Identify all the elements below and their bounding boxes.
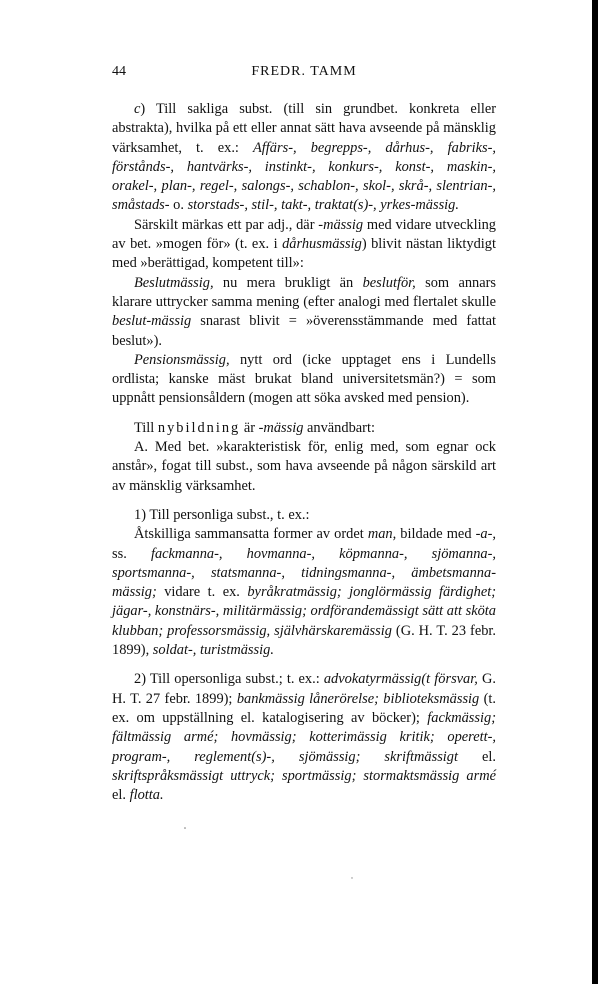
- italic-run: dårhusmässig: [282, 236, 362, 253]
- text-run: nu mera brukligt än: [213, 274, 363, 291]
- italic-run: advokatyrmässig(t försvar,: [323, 671, 478, 688]
- text-run: Till: [134, 419, 158, 436]
- text-run: Åtskilliga sammansatta former av ordet: [134, 526, 368, 543]
- text-run: snarast blivit = »överensstämmande med fattat beslut»).: [112, 313, 496, 349]
- italic-run: bankmässig lånerörelse; biblioteksmässig: [236, 690, 480, 707]
- text-run: ) Till sakliga subst. (till sin grundbet. konkreta eller abstrakta), hvilka på ett eller annat sätt hava avseende på mänsklig värksamhet, t. ex.:: [112, 101, 496, 156]
- italic-run: flotta.: [129, 787, 164, 804]
- text-run: el.: [458, 748, 496, 765]
- italic-run: beslut-mässig: [112, 313, 192, 330]
- italic-run: storstads-, stil-, takt-, traktat(s)-, yrkes-mässig.: [187, 197, 459, 214]
- italic-run: -mässig: [318, 216, 364, 233]
- speck: [184, 827, 186, 829]
- italic-run: fackmanna-, hovmanna-, köpmanna-, sjömanna-, sportsmanna-, statsmanna-, tidningsmanna-, ämbetsmanna-mässig;: [112, 545, 496, 601]
- text-run: med vidare utveckling av bet. »mogen för» (t. ex. i: [112, 216, 496, 253]
- text-run: bildade med: [396, 526, 476, 543]
- italic-run: skriftspråksmässigt uttryck; sportmässig; stormaktsmässig armé: [112, 767, 496, 784]
- italic-run: fackmässig; fältmässig armé; hovmässig; kotterimässig kritik; operett-, program-, reglement(s)-, sjömässig; skriftmässigt: [112, 709, 496, 765]
- text-run: el.: [112, 787, 130, 804]
- italic-run: c: [134, 101, 141, 117]
- text-run: A. Med bet. »karakteristisk för, enlig med, som egnar ock anstår», fogat till subst., som hava avseende på någon särskild art av mänsklig värksamhet.: [112, 439, 496, 494]
- italic-run: Pensionsmässig,: [134, 351, 230, 368]
- text-run: o.: [169, 197, 188, 214]
- italic-run: Beslutmässig,: [134, 274, 214, 291]
- text-run: vidare t. ex.: [156, 584, 248, 601]
- running-head: FREDR. TAMM: [251, 64, 357, 79]
- spaced-run: nybildning: [157, 419, 241, 436]
- italic-run: byråkratmässig; jonglörmässig färdighet; jägar-, konstnärs-, militärmässig; ordförandemässigt sätt att sköta klubban; professorsmässig, självhärskaremässig: [112, 584, 496, 639]
- italic-run: -mässig: [258, 419, 304, 436]
- text-run: Särskilt märkas ett par adj., där: [134, 216, 319, 233]
- text-run: nytt ord (icke upptaget ens i Lundells ordlista; kanske mäst brukat bland universitetsmän?) = som uppnått pensionsåldern (mogen att söka avsked med pension).: [112, 351, 496, 407]
- speck: [351, 877, 352, 878]
- italic-run: soldat-, turistmässig.: [152, 642, 274, 659]
- text-run: (t. ex. om uppställning el. katalogisering av böcker);: [112, 690, 496, 726]
- text-run: ) blivit nästan liktydigt med »berättigad, kompetent till»:: [112, 236, 496, 272]
- text-run: (G. H. T. 23 febr. 1899),: [112, 622, 496, 659]
- italic-run: man,: [367, 526, 397, 543]
- italic-run: -a-,: [475, 526, 496, 543]
- text-run: 1) Till personliga subst., t. ex.:: [134, 506, 310, 523]
- page-number: 44: [112, 64, 126, 79]
- italic-run: beslutför,: [362, 274, 416, 291]
- text-run: användbart:: [303, 419, 375, 436]
- text-run: är: [240, 419, 259, 436]
- text-run: G. H. T. 27 febr. 1899);: [112, 671, 496, 707]
- text-run: 2) Till opersonliga subst.; t. ex.:: [134, 671, 324, 688]
- text-run: som annars klarare uttrycker samma mening (efter analogi med flertalet skulle: [112, 274, 496, 310]
- italic-run: Affärs-, begrepps-, dårhus-, fabriks-, förstånds-, hantvärks-, instinkt-, konkurs-, konst-, maskin-, orakel-, plan-, regel-, salongs-, schablon-, skol-, skrå-, slentrian-, småstads-: [112, 139, 496, 214]
- text-run: ss.: [112, 545, 151, 562]
